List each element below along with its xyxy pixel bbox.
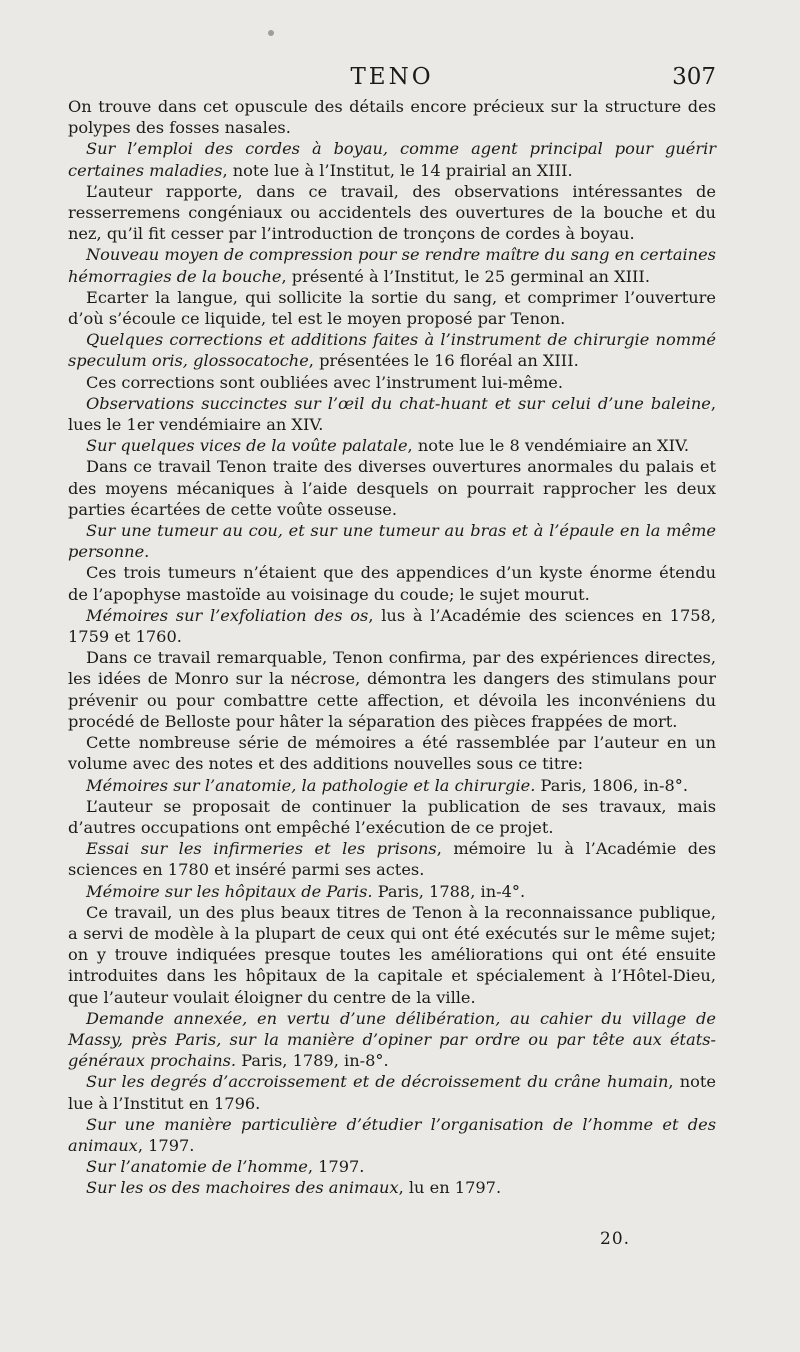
entry-details: Paris, 1789, in-8°.	[236, 1051, 389, 1071]
page-body	[68, 96, 716, 1199]
bibliography-entry	[68, 881, 716, 902]
paragraph-text: On trouve dans cet opuscule des détails encore précieux sur la structure des polypes des fosses nasales.	[68, 97, 716, 138]
entry-details: , présentées le 16 floréal an XIII.	[308, 351, 579, 371]
entry-details: , lus à l’Académie des sciences en 1758, 1759 et 1760.	[68, 605, 716, 647]
page-number: 307	[672, 64, 716, 90]
entry-details: , lu en 1797.	[398, 1178, 502, 1198]
bibliography-entry	[68, 138, 716, 180]
work-title: Sur l’emploi des cordes à boyau, comme agent principal pour guérir certaines maladies	[68, 139, 716, 180]
work-title: Sur l’anatomie de l’homme	[86, 1157, 308, 1177]
paragraph	[68, 902, 716, 1008]
work-title: Sur quelques vices de la voûte palatale	[86, 436, 408, 456]
running-head: TENO	[350, 64, 434, 90]
work-title: Sur les os des machoires des animaux	[86, 1178, 399, 1198]
paragraph-text: Ecarter la langue, qui sollicite la sortie du sang, et comprimer l’ouverture d’où s’écoule ce liquide, tel est le moyen proposé par Tenon.	[68, 287, 716, 329]
bibliography-entry	[68, 1071, 716, 1113]
entry-details: , présenté à l’Institut, le 25 germinal an XIII.	[281, 266, 650, 286]
entry-details: Paris, 1806, in-8°.	[535, 775, 688, 795]
bibliography-entry	[68, 329, 716, 371]
bibliography-entry	[68, 435, 716, 456]
bibliography-entry	[68, 838, 716, 880]
work-title: Mémoires sur l’exfoliation des os	[86, 605, 369, 625]
page-header	[68, 64, 716, 98]
paragraph-text: L’auteur rapporte, dans ce travail, des observations intéressantes de resserremens congéniaux ou accidentels des ouvertures de la bouche et du nez, qu’il fit cesser par l’introduction de tronçons de cordes à boyau.	[68, 181, 716, 244]
bibliography-entry	[68, 393, 716, 435]
paragraph-text: Cette nombreuse série de mémoires a été rassemblée par l’auteur en un volume avec des notes et des additions nouvelles sous ce titre:	[68, 733, 716, 774]
entry-details: , mémoire lu à l’Académie des sciences en 1780 et inséré parmi ses actes.	[68, 839, 716, 880]
ink-speck	[268, 30, 274, 36]
paragraph	[68, 796, 716, 838]
work-title: Quelques corrections et additions faites à l’instrument de chirurgie nommé speculum oris, glossocatoche	[68, 330, 716, 371]
paragraph	[68, 181, 716, 245]
bibliography-entry	[68, 1008, 716, 1072]
paragraph-text: Dans ce travail remarquable, Tenon confirma, par des expériences directes, les idées de Monro sur la nécrose, démontra les dangers des stimulans pour prévenir ou pour combattre cette affection, et dévoila les inconvéniens du procédé de Belloste pour hâter la séparation des pièces frappées de mort.	[68, 648, 716, 731]
work-title: Sur une tumeur au cou, et sur une tumeur au bras et à l’épaule en la même personne.	[68, 521, 716, 562]
entry-details: , 1797.	[137, 1135, 195, 1155]
work-title: Sur une manière particulière d’étudier l’organisation de l’homme et des animaux	[68, 1114, 716, 1155]
entry-details: , note lue à l’Institut, le 14 prairial an XIII.	[222, 160, 573, 180]
paragraph	[68, 562, 716, 604]
work-title: Mémoire sur les hôpitaux de Paris.	[86, 881, 373, 901]
paragraph-text: Ces trois tumeurs n’étaient que des appendices d’un kyste énorme étendu de l’apophyse mastoïde au voisinage du coude; le sujet mourut.	[68, 563, 716, 604]
bibliography-entry	[68, 244, 716, 286]
paragraph	[68, 96, 716, 138]
paragraph-text: Dans ce travail Tenon traite des diverses ouvertures anormales du palais et des moyens mécaniques à l’aide desquels on pourrait rapprocher les deux parties écartées de cette voûte osseuse.	[68, 457, 716, 519]
entry-details: , 1797.	[307, 1157, 365, 1177]
bibliography-entry	[68, 775, 716, 796]
paragraph-text: Ces corrections sont oubliées avec l’instrument lui-même.	[86, 372, 564, 392]
signature-mark: 20.	[600, 1229, 631, 1249]
bibliography-entry	[68, 1156, 716, 1177]
work-title: Nouveau moyen de compression pour se rendre maître du sang en certaines hémorragies de la bouche	[68, 245, 716, 286]
entry-details: , note lue le 8 vendémiaire an XIV.	[407, 436, 689, 456]
paragraph	[68, 647, 716, 732]
paragraph	[68, 732, 716, 774]
work-title: Observations succinctes sur l’œil du chat-huant et sur celui d’une baleine	[86, 393, 711, 413]
entry-details: , note lue à l’Institut en 1796.	[68, 1072, 716, 1113]
entry-details: Paris, 1788, in-4°.	[372, 881, 526, 901]
bibliography-entry	[68, 605, 716, 647]
bibliography-entry	[68, 520, 716, 562]
paragraph-text: Ce travail, un des plus beaux titres de Tenon à la reconnaissance publique, a servi de modèle à la plupart de ceux qui ont été exécutés sur le même sujet; on y trouve indiquées presque toutes les améliorations qui ont été ensuite introduites dans les hôpitaux de la capitale et spécialement à l’Hôtel-Dieu, que l’auteur voulait éloigner du centre de la ville.	[68, 902, 716, 1007]
paragraph	[68, 456, 716, 520]
work-title: Essai sur les infirmeries et les prisons	[86, 839, 437, 859]
bibliography-entry	[68, 1114, 716, 1156]
work-title: Sur les degrés d’accroissement et de décroissement du crâne humain	[86, 1072, 669, 1092]
work-title: Demande annexée, en vertu d’une délibération, au cahier du village de Massy, près Paris, sur la manière d’opiner par ordre ou par tête aux états-généraux prochains.	[68, 1008, 716, 1071]
paragraph	[68, 372, 716, 393]
bibliography-entry	[68, 1177, 716, 1198]
paragraph	[68, 287, 716, 329]
entry-details: , lues le 1er vendémiaire an XIV.	[68, 393, 716, 435]
paragraph-text: L’auteur se proposait de continuer la publication de ses travaux, mais d’autres occupations ont empêché l’exécution de ce projet.	[68, 796, 716, 837]
work-title: Mémoires sur l’anatomie, la pathologie et la chirurgie.	[86, 775, 536, 795]
